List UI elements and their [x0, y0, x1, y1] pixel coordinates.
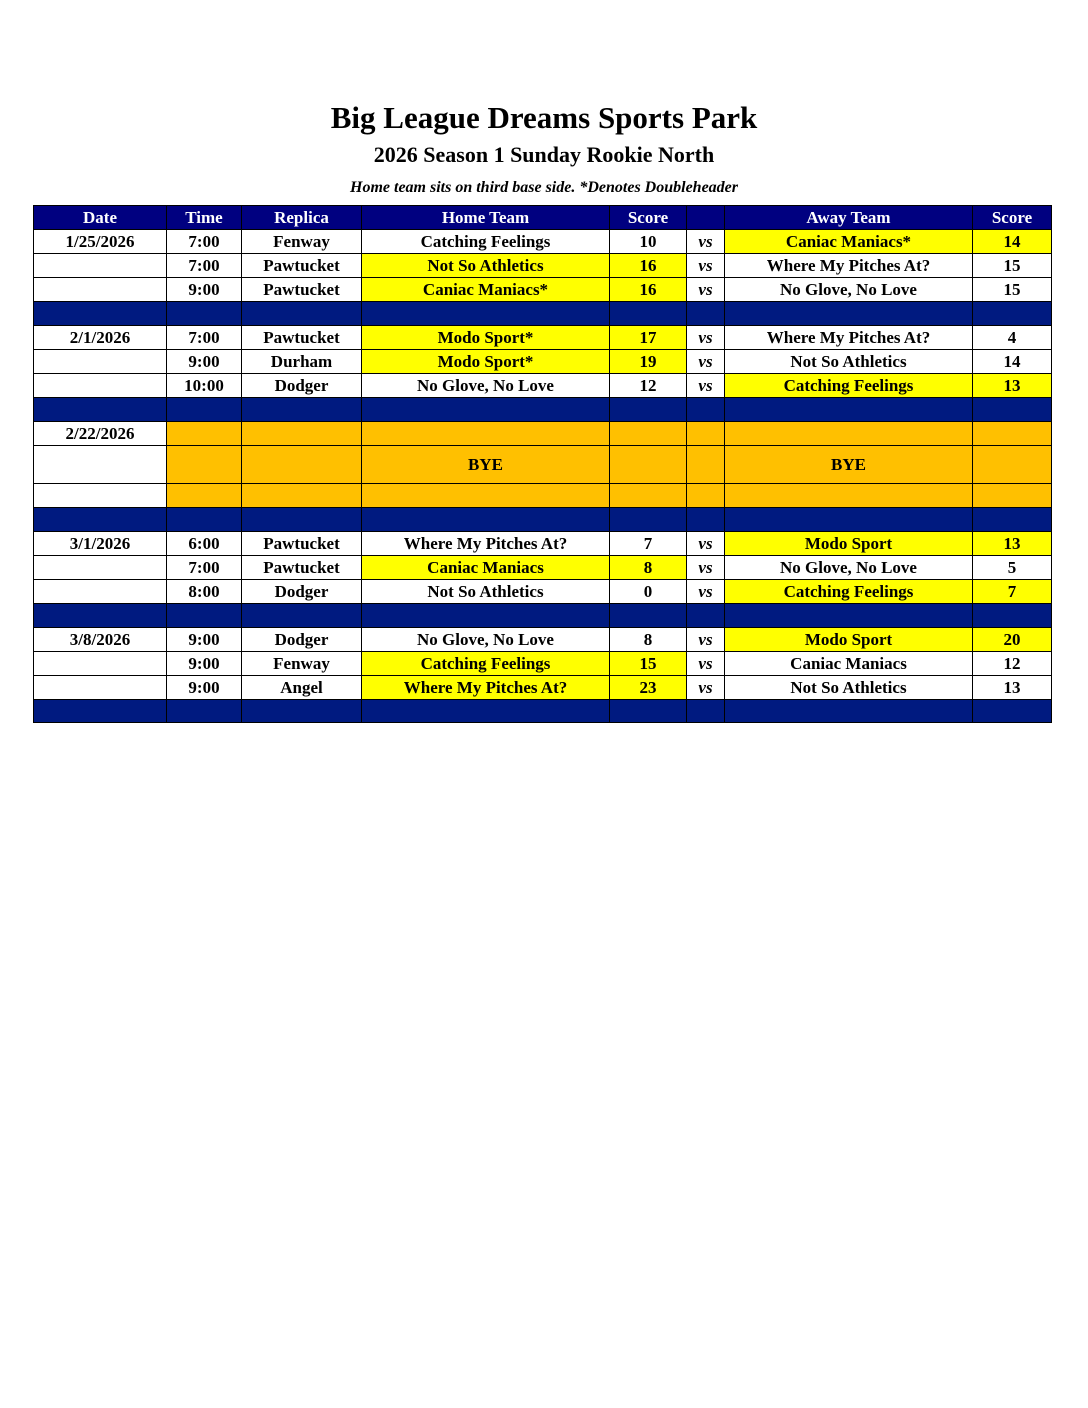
home-score-cell: 0 [610, 580, 687, 604]
date-cell: 3/8/2026 [34, 628, 167, 652]
away-team-cell: Catching Feelings [725, 580, 973, 604]
bye-cell [973, 422, 1052, 446]
vs-cell: vs [687, 556, 725, 580]
date-cell-empty [34, 676, 167, 700]
separator-cell [687, 398, 725, 422]
away-team-cell: Caniac Maniacs [725, 652, 973, 676]
separator-row [34, 700, 1052, 723]
replica-cell: Fenway [242, 652, 362, 676]
separator-cell [34, 508, 167, 532]
game-row [34, 230, 1052, 254]
date-cell-empty [34, 278, 167, 302]
home-score-cell: 15 [610, 652, 687, 676]
separator-cell [167, 398, 242, 422]
time-cell: 7:00 [167, 230, 242, 254]
bye-home-label: BYE [362, 446, 610, 484]
vs-cell: vs [687, 278, 725, 302]
page-note: Home team sits on third base side. *Denotes Doubleheader [350, 179, 738, 196]
replica-cell: Dodger [242, 374, 362, 398]
date-cell-empty [34, 350, 167, 374]
bye-cell [362, 484, 610, 508]
separator-row [34, 508, 1052, 532]
replica-cell: Fenway [242, 230, 362, 254]
bye-cell [687, 446, 725, 484]
away-score-cell: 15 [973, 278, 1052, 302]
col-header-time: Time [167, 206, 242, 230]
date-cell: 2/1/2026 [34, 326, 167, 350]
separator-cell [725, 604, 973, 628]
bye-cell [167, 446, 242, 484]
away-score-cell: 14 [973, 350, 1052, 374]
date-cell-empty [34, 254, 167, 278]
home-score-cell: 10 [610, 230, 687, 254]
home-score-cell: 12 [610, 374, 687, 398]
time-cell: 6:00 [167, 532, 242, 556]
away-team-cell: Where My Pitches At? [725, 326, 973, 350]
date-cell: 3/1/2026 [34, 532, 167, 556]
time-cell: 7:00 [167, 326, 242, 350]
away-score-cell: 7 [973, 580, 1052, 604]
game-row [34, 676, 1052, 700]
game-row [34, 580, 1052, 604]
game-row [34, 374, 1052, 398]
date-cell-empty [34, 652, 167, 676]
game-row [34, 556, 1052, 580]
date-cell-empty [34, 374, 167, 398]
home-team-cell: Modo Sport* [362, 326, 610, 350]
separator-cell [687, 700, 725, 723]
separator-cell [167, 508, 242, 532]
game-row [34, 628, 1052, 652]
home-team-cell: Not So Athletics [362, 254, 610, 278]
away-score-cell: 15 [973, 254, 1052, 278]
bye-cell [725, 484, 973, 508]
separator-cell [362, 398, 610, 422]
away-score-cell: 13 [973, 374, 1052, 398]
home-team-cell: Caniac Maniacs [362, 556, 610, 580]
home-team-cell: Not So Athletics [362, 580, 610, 604]
separator-cell [362, 508, 610, 532]
col-header-date: Date [34, 206, 167, 230]
vs-cell: vs [687, 652, 725, 676]
away-score-cell: 13 [973, 676, 1052, 700]
game-row [34, 254, 1052, 278]
separator-cell [167, 302, 242, 326]
away-score-cell: 4 [973, 326, 1052, 350]
home-score-cell: 16 [610, 278, 687, 302]
separator-cell [610, 508, 687, 532]
col-header-replica: Replica [242, 206, 362, 230]
replica-cell: Pawtucket [242, 254, 362, 278]
separator-cell [242, 700, 362, 723]
separator-cell [34, 398, 167, 422]
vs-cell: vs [687, 230, 725, 254]
separator-cell [973, 508, 1052, 532]
date-cell-empty [34, 580, 167, 604]
away-score-cell: 14 [973, 230, 1052, 254]
separator-cell [242, 302, 362, 326]
vs-cell: vs [687, 532, 725, 556]
col-header-home-score: Score [610, 206, 687, 230]
away-team-cell: Not So Athletics [725, 676, 973, 700]
game-row [34, 652, 1052, 676]
bye-cell [725, 422, 973, 446]
bye-cell [687, 422, 725, 446]
header-row [34, 206, 1052, 230]
game-row [34, 326, 1052, 350]
date-cell-empty [34, 556, 167, 580]
separator-cell [610, 398, 687, 422]
home-team-cell: Caniac Maniacs* [362, 278, 610, 302]
bye-cell [973, 446, 1052, 484]
bye-away-label: BYE [725, 446, 973, 484]
separator-cell [242, 398, 362, 422]
home-score-cell: 23 [610, 676, 687, 700]
separator-cell [167, 700, 242, 723]
home-score-cell: 19 [610, 350, 687, 374]
separator-cell [610, 302, 687, 326]
bye-cell [610, 446, 687, 484]
away-score-cell: 12 [973, 652, 1052, 676]
replica-cell: Pawtucket [242, 278, 362, 302]
home-team-cell: Where My Pitches At? [362, 676, 610, 700]
away-score-cell: 20 [973, 628, 1052, 652]
home-team-cell: Catching Feelings [362, 230, 610, 254]
col-header-away-team: Away Team [725, 206, 973, 230]
col-header-home-team: Home Team [362, 206, 610, 230]
bye-cell [242, 484, 362, 508]
separator-cell [610, 700, 687, 723]
replica-cell: Pawtucket [242, 556, 362, 580]
separator-cell [362, 604, 610, 628]
game-row [34, 350, 1052, 374]
vs-cell: vs [687, 628, 725, 652]
separator-cell [242, 508, 362, 532]
separator-cell [242, 604, 362, 628]
separator-cell [34, 302, 167, 326]
bye-cell [973, 484, 1052, 508]
away-team-cell: Modo Sport [725, 628, 973, 652]
separator-cell [167, 604, 242, 628]
away-team-cell: Not So Athletics [725, 350, 973, 374]
vs-cell: vs [687, 676, 725, 700]
away-team-cell: No Glove, No Love [725, 278, 973, 302]
home-team-cell: Catching Feelings [362, 652, 610, 676]
away-team-cell: Caniac Maniacs* [725, 230, 973, 254]
time-cell: 9:00 [167, 628, 242, 652]
time-cell: 9:00 [167, 652, 242, 676]
separator-cell [725, 398, 973, 422]
separator-cell [973, 604, 1052, 628]
bye-row [34, 422, 1052, 446]
date-cell-empty [34, 446, 167, 484]
home-team-cell: Modo Sport* [362, 350, 610, 374]
separator-cell [973, 700, 1052, 723]
separator-cell [610, 604, 687, 628]
home-score-cell: 7 [610, 532, 687, 556]
separator-row [34, 398, 1052, 422]
bye-cell [362, 422, 610, 446]
col-header-vs [687, 206, 725, 230]
separator-row [34, 604, 1052, 628]
separator-cell [362, 302, 610, 326]
separator-cell [973, 302, 1052, 326]
home-score-cell: 8 [610, 556, 687, 580]
replica-cell: Angel [242, 676, 362, 700]
vs-cell: vs [687, 350, 725, 374]
separator-cell [725, 700, 973, 723]
time-cell: 9:00 [167, 350, 242, 374]
time-cell: 10:00 [167, 374, 242, 398]
separator-cell [973, 398, 1052, 422]
replica-cell: Dodger [242, 628, 362, 652]
separator-cell [687, 604, 725, 628]
col-header-away-score: Score [973, 206, 1052, 230]
separator-cell [687, 508, 725, 532]
away-team-cell: No Glove, No Love [725, 556, 973, 580]
date-cell: 2/22/2026 [34, 422, 167, 446]
bye-cell [167, 484, 242, 508]
separator-cell [34, 604, 167, 628]
page-subtitle: 2026 Season 1 Sunday Rookie North [373, 142, 715, 167]
schedule-table [33, 205, 1052, 723]
away-team-cell: Modo Sport [725, 532, 973, 556]
bye-cell [242, 422, 362, 446]
replica-cell: Pawtucket [242, 532, 362, 556]
time-cell: 7:00 [167, 254, 242, 278]
separator-cell [687, 302, 725, 326]
home-team-cell: No Glove, No Love [362, 628, 610, 652]
time-cell: 9:00 [167, 676, 242, 700]
separator-row [34, 302, 1052, 326]
home-team-cell: Where My Pitches At? [362, 532, 610, 556]
separator-cell [725, 302, 973, 326]
replica-cell: Durham [242, 350, 362, 374]
bye-row [34, 484, 1052, 508]
bye-cell [167, 422, 242, 446]
bye-cell [610, 484, 687, 508]
home-score-cell: 8 [610, 628, 687, 652]
time-cell: 7:00 [167, 556, 242, 580]
away-team-cell: Where My Pitches At? [725, 254, 973, 278]
time-cell: 8:00 [167, 580, 242, 604]
separator-cell [34, 700, 167, 723]
separator-cell [362, 700, 610, 723]
page-title: Big League Dreams Sports Park [330, 100, 758, 135]
bye-cell [687, 484, 725, 508]
bye-row [34, 446, 1052, 484]
vs-cell: vs [687, 254, 725, 278]
vs-cell: vs [687, 374, 725, 398]
date-cell-empty [34, 484, 167, 508]
home-team-cell: No Glove, No Love [362, 374, 610, 398]
vs-cell: vs [687, 580, 725, 604]
bye-cell [610, 422, 687, 446]
game-row [34, 278, 1052, 302]
time-cell: 9:00 [167, 278, 242, 302]
home-score-cell: 17 [610, 326, 687, 350]
date-cell: 1/25/2026 [34, 230, 167, 254]
vs-cell: vs [687, 326, 725, 350]
replica-cell: Dodger [242, 580, 362, 604]
away-score-cell: 5 [973, 556, 1052, 580]
away-team-cell: Catching Feelings [725, 374, 973, 398]
game-row [34, 532, 1052, 556]
separator-cell [725, 508, 973, 532]
replica-cell: Pawtucket [242, 326, 362, 350]
bye-cell [242, 446, 362, 484]
away-score-cell: 13 [973, 532, 1052, 556]
home-score-cell: 16 [610, 254, 687, 278]
